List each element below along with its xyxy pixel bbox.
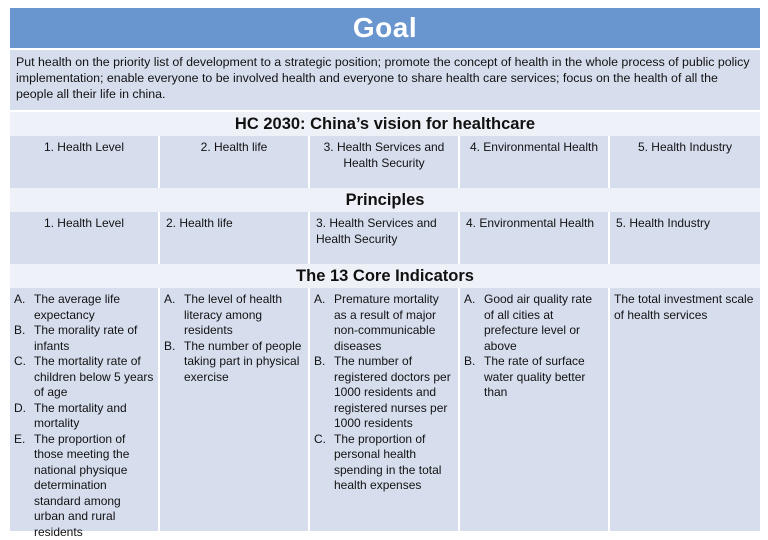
indicator-column-health-services [310,288,460,531]
indicator-letter: A. [164,292,176,306]
indicator-item [14,432,154,540]
indicator-letter: B. [314,354,326,368]
indicator-text: The number of registered doctors per 1000 residents and registered nurses per 1000 residents [334,354,451,430]
indicator-text: The mortality rate of children below 5 years of age [34,354,154,399]
indicator-item [464,354,604,401]
vision-row [10,136,760,188]
indicator-letter: B. [14,323,26,337]
goal-description: Put health on the priority list of development to a strategic position; promote the concept of health in the whole process of public policy implementation; enable everyone to be involved health and everyone to share health care services; focus on the health of all the people all their life in china. [10,50,760,110]
indicator-text: The total investment scale of health services [614,292,754,322]
indicator-text: The proportion of personal health spending in the total health expenses [334,431,442,492]
indicator-text: The mortality and mortality [34,400,127,430]
indicator-item [164,339,304,386]
indicator-item [14,354,154,401]
indicator-text: The proportion of those meeting the national physique determination standard among urban and rural residents [34,431,130,539]
indicator-item [164,292,304,339]
indicator-text: The number of people taking part in physical exercise [184,338,302,384]
goal-header [10,8,760,48]
indicator-text: Good air quality rate of all cities at prefecture level or above [484,292,593,353]
indicator-letter: C. [14,354,26,368]
indicator-letter: B. [464,354,476,368]
vision-item-health-life: 2. Health life [160,136,310,188]
indicator-letter: E. [14,431,26,446]
indicator-letter: C. [314,431,326,446]
principle-item-health-level: 1. Health Level [10,212,160,264]
vision-item-health-industry: 5. Health Industry [610,136,760,188]
indicators-title: The 13 Core Indicators [10,264,760,288]
indicator-text: The average life expectancy [34,292,121,322]
vision-item-health-services: 3. Health Services and Health Security [310,136,460,188]
indicator-letter: A. [14,292,26,306]
goal-slide [10,8,760,539]
indicator-text: The level of health literacy among residents [184,292,283,337]
indicator-item [314,354,454,432]
indicator-text: The morality rate of infants [34,323,138,353]
principle-item-health-life: 2. Health life [160,212,310,264]
indicator-item [14,292,154,323]
principle-item-environmental-health: 4. Environmental Health [460,212,610,264]
vision-title: HC 2030: China’s vision for healthcare [10,112,760,136]
indicator-letter: A. [464,292,476,306]
principle-item-health-industry: 5. Health Industry [610,212,760,264]
indicator-item [464,292,604,354]
vision-item-environmental-health: 4. Environmental Health [460,136,610,188]
indicator-text: Premature mortality as a result of major non-communicable diseases [334,292,439,353]
indicator-item [314,292,454,354]
indicator-text: The rate of surface water quality better than [484,354,586,399]
principles-title: Principles [10,188,760,212]
indicator-letter: D. [14,400,26,415]
indicator-column-health-life [160,288,310,531]
principles-row [10,212,760,264]
indicator-item [14,401,154,432]
indicator-letter: A. [314,292,326,306]
indicator-item [314,432,454,494]
goal-title: Goal [352,12,418,43]
indicator-column-health-level [10,288,160,539]
vision-item-health-level: 1. Health Level [10,136,160,188]
indicator-letter: B. [164,338,176,353]
indicators-row [10,288,760,539]
indicator-column-health-industry [610,288,760,531]
indicator-item [14,323,154,354]
principle-item-health-services: 3. Health Services and Health Security [310,212,460,264]
indicator-column-environmental-health [460,288,610,531]
